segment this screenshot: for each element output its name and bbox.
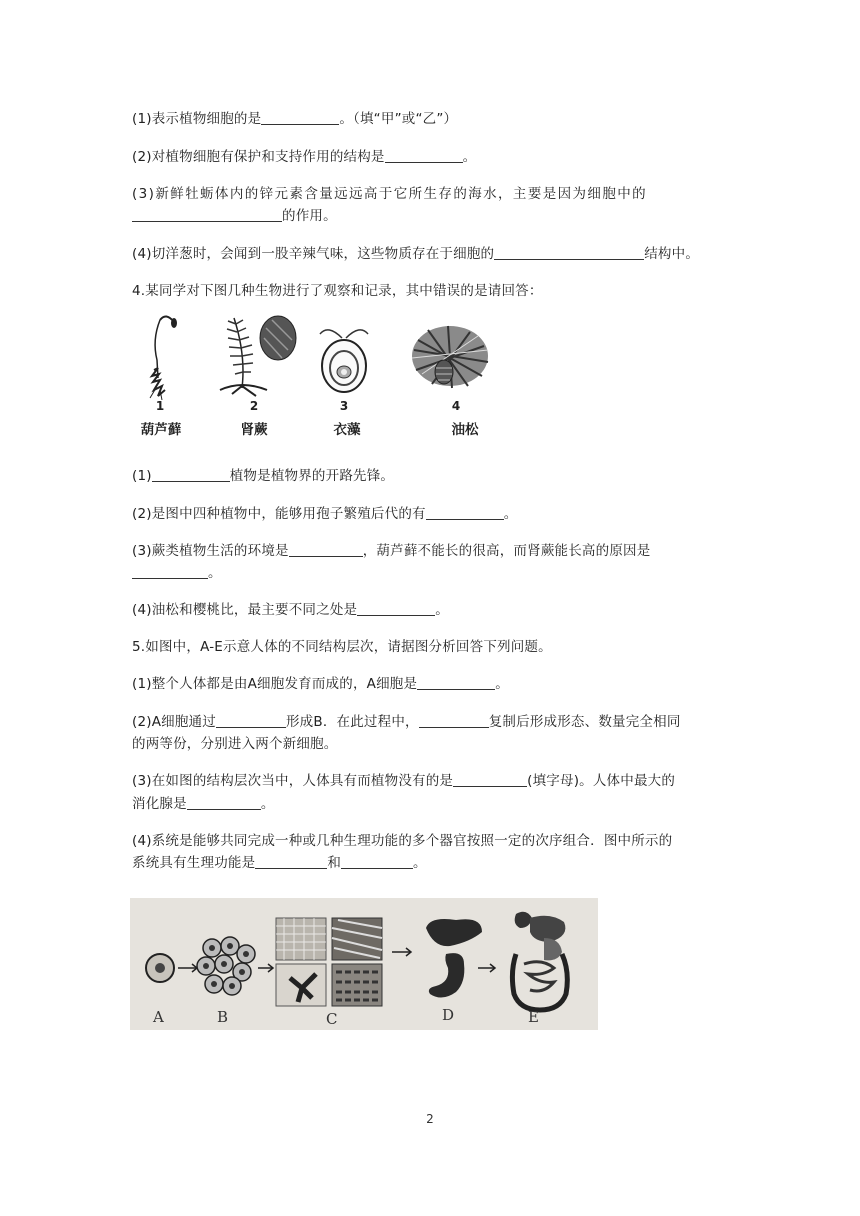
answer-blank[interactable] (187, 795, 261, 810)
q4-sub2-text: (2)是图中四种植物中，能够用孢子繁殖后代的有 (132, 506, 426, 522)
q4-sub1-text: 植物是植物界的开路先锋。 (229, 468, 395, 484)
q3-sub2 (132, 145, 476, 165)
q3-sub3-suffix: 的作用。 (282, 208, 337, 224)
answer-blank[interactable] (341, 854, 413, 869)
q5-sub4-suffix: 。 (413, 855, 427, 871)
q3-sub3-line2 (132, 204, 337, 224)
plant-1 (130, 310, 220, 445)
q5-sub2-text: (2)A细胞通过 (132, 714, 216, 730)
plant-name: 衣藻 (333, 422, 361, 438)
q5-sub4-line2 (132, 851, 427, 871)
level-label-b: B (217, 1008, 229, 1026)
q4-title: 4.某同学对下图几种生物进行了观察和记录，其中错误的是请回答： (132, 283, 543, 299)
q4-sub4-suffix: 。 (435, 602, 449, 618)
answer-blank[interactable] (426, 505, 504, 520)
plant-name: 油松 (451, 422, 479, 438)
answer-blank[interactable] (132, 564, 208, 579)
q3-sub1-suffix: 。（填“甲”或“乙”） (339, 111, 458, 127)
q5-sub4-text: (4)系统是能够共同完成一种或几种生理功能的多个器官按照一定的次序组合．图中所示的 (132, 833, 673, 849)
plant-number: 2 (249, 399, 259, 413)
q4-sub2 (132, 502, 517, 522)
q4-sub2-suffix: 。 (503, 506, 518, 522)
q3-sub1 (132, 107, 457, 127)
body-levels-figure (130, 898, 598, 1030)
plant-name: 葫芦藓 (140, 422, 182, 438)
q5-sub3-line1 (132, 769, 675, 789)
q5-sub3-suffix: (填字母)。人体中最大的 (527, 773, 676, 789)
plant-2 (212, 310, 302, 445)
level-label-e: E (528, 1008, 539, 1026)
q3-sub4-suffix: 结构中。 (644, 246, 700, 262)
q5-title: 5.如图中，A-E示意人体的不同结构层次，请据图分析回答下列问题。 (132, 639, 552, 655)
plant-number: 3 (339, 399, 349, 413)
q5-sub3-text: (3)在如图的结构层次当中，人体具有而植物没有的是 (132, 773, 454, 789)
q5-sub2-suffix: 复制后形成形态、数量完全相同 (488, 714, 681, 730)
answer-blank[interactable] (152, 467, 230, 482)
q4-sub3-line1 (132, 539, 650, 559)
level-label-c: C (326, 1010, 338, 1028)
q4-sub3-suffix: 。 (208, 565, 222, 581)
answer-blank[interactable] (419, 713, 489, 728)
q5-sub4-line1 (132, 829, 672, 849)
plant-name: 肾蕨 (240, 422, 268, 438)
q5-sub1 (132, 672, 509, 692)
q5-sub3-line2-text: 消化腺是 (132, 796, 187, 812)
q5-sub3-line2 (132, 792, 275, 812)
q3-sub3-text: (3)新鲜牡蛎体内的锌元素含量远远高于它所生存的海水，主要是因为细胞中的 (132, 186, 648, 202)
plants-figure (130, 310, 510, 445)
answer-blank[interactable] (357, 601, 435, 616)
plant-3 (314, 310, 404, 445)
answer-blank[interactable] (494, 245, 644, 260)
plant-4 (408, 310, 498, 445)
q3-sub1-text: (1)表示植物细胞的是 (132, 111, 262, 127)
q5-sub4-line2-text: 系统具有生理功能是 (132, 855, 256, 871)
page-number: 2 (426, 1112, 434, 1126)
q5-sub2-line2: 的两等份，分别进入两个新细胞。 (132, 736, 338, 752)
answer-blank[interactable] (255, 854, 327, 869)
answer-blank[interactable] (453, 772, 527, 787)
level-label-d: D (442, 1006, 455, 1024)
level-label-a: A (153, 1008, 164, 1026)
q3-sub2-text: (2)对植物细胞有保护和支持作用的结构是 (132, 149, 385, 165)
q5-sub4-and: 和 (327, 855, 342, 871)
q4-sub1 (132, 464, 394, 484)
moss-icon (130, 310, 190, 400)
q5-sub2-middle: 形成B．在此过程中， (285, 714, 419, 730)
answer-blank[interactable] (261, 110, 339, 125)
q5-sub1-text: (1)整个人体都是由A细胞发育而成的，A细胞是 (132, 676, 418, 692)
q3-sub2-suffix: 。 (462, 149, 477, 165)
q4-sub3-middle: ，葫芦藓不能长的很高，而肾蕨能长高的原因是 (362, 543, 651, 559)
q3-sub4 (132, 242, 699, 262)
answer-blank[interactable] (132, 207, 282, 222)
q3-sub4-text: (4)切洋葱时，会闻到一股辛辣气味，这些物质存在于细胞的 (132, 246, 495, 262)
answer-blank[interactable] (417, 675, 495, 690)
q4-sub3-line2 (132, 561, 222, 581)
chlamydomonas-icon (314, 310, 374, 400)
answer-blank[interactable] (289, 542, 363, 557)
plant-number: 4 (451, 399, 461, 413)
fern-icon (212, 310, 302, 400)
q5-sub2-line1 (132, 710, 681, 730)
q5-sub1-suffix: 。 (495, 676, 509, 692)
answer-blank[interactable] (385, 148, 463, 163)
q4-sub3-text: (3)蕨类植物生活的环境是 (132, 543, 289, 559)
q3-sub3-line1 (132, 182, 647, 202)
q4-sub4-text: (4)油松和樱桃比，最主要不同之处是 (132, 602, 358, 618)
pine-icon (408, 310, 498, 400)
answer-blank[interactable] (216, 713, 286, 728)
q4-sub4 (132, 598, 449, 618)
q4-sub1-prefix: (1) (132, 468, 152, 484)
plant-number: 1 (155, 399, 165, 413)
q5-sub3-line2-suffix: 。 (260, 796, 275, 812)
